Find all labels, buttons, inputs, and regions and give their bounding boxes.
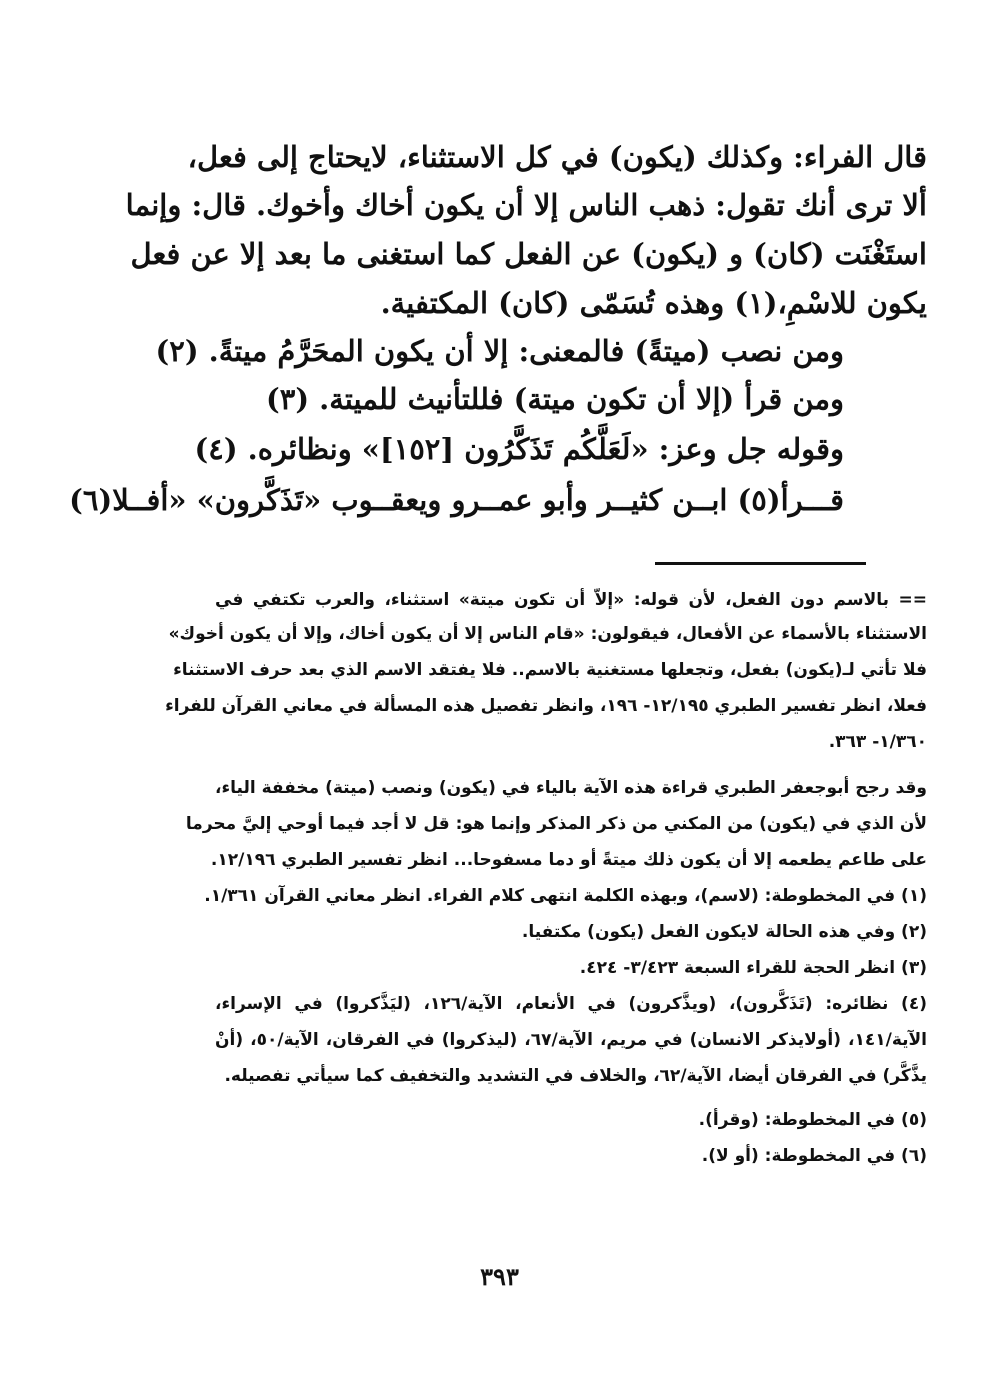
footnote-note-4-cont: الآية/١٤١، (أولايذكر الانسان) في مريم، الآية/٦٧، (ليذكروا) في الفرقان، الآية/٥٠، (أنْ (215, 1030, 928, 1050)
footnote-note-3: (٣) انظر الحجة للقراء السبعة ٣/٤٢٣- ٤٢٤. (579, 958, 927, 978)
footnote-line: الاستثناء بالأسماء عن الأفعال، فيقولون: «قام الناس إلا أن يكون أخاك، وإلا أن يكون أخوك» (168, 624, 927, 644)
page-number: ٣٩٣ (480, 1262, 519, 1291)
footnote-note-4: (٤) نظائره: (تَذَكَّرون)، (ويذَّكرون) في الأنعام، الآية/١٢٦، (ليَذَّكروا) في الإسراء، (215, 994, 927, 1014)
main-text-line: ومن نصب (ميتةً) فالمعنى: إلا أن يكون المحَرَّمُ ميتةً. (٢) (155, 334, 844, 368)
main-text-line: ومن قرأ (إلا أن تكون ميتة) فللتأنيث للميتة. (٣) (266, 382, 844, 416)
footnote-note-1: (١) في المخطوطة: (لاسم)، وبهذه الكلمة انتهى كلام الفراء. انظر معاني القرآن ١/٣٦١. (204, 886, 927, 906)
main-text-line: ألا ترى أنك تقول: ذهب الناس إلا أن يكون أخاك وأخوك. قال: وإنما (125, 188, 927, 222)
footnote-note-4-cont: يذَّكَّر) في الفرقان أيضا، الآية/٦٢، والخلاف في التشديد والتخفيف كما سيأتي تفصيله. (224, 1066, 927, 1086)
footnote-line: ١/٣٦٠- ٣٦٣. (828, 732, 927, 752)
main-text-line: قـــرأ(٥) ابــن كثيــر وأبو عمــرو ويعقــوب «تَذَكَّرون» «أفــلا(٦) (69, 483, 844, 517)
footnote-note-6: (٦) في المخطوطة: (أو لا). (701, 1146, 927, 1166)
footnote-line: على طاعم يطعمه إلا أن يكون ذلك ميتةً أو دما مسفوحا... انظر تفسير الطبري ١٢/١٩٦. (210, 850, 927, 870)
main-text-line: وقوله جل وعز: «لَعَلَّكُم تَذَكَّرُون [١٥٢]» ونظائره. (٤) (194, 432, 844, 466)
footnote-line: لأن الذي في (يكون) من المكني من ذكر المذكر وإنما هو: قل لا أجد فيما أوحي إليَّ محرما (185, 814, 927, 834)
footnote-note-2: (٢) وفي هذه الحالة لايكون الفعل (يكون) مكتفيا. (521, 922, 927, 942)
footnote-line: == بالاسم دون الفعل، لأن قوله: «إلاّ أن تكون ميتة» استثناء، والعرب تكتفي في (215, 590, 927, 610)
main-text-line: يكون للاسْمِ،(١) وهذه تُسَمّى (كان) المكتفية. (380, 286, 927, 320)
footnote-note-5: (٥) في المخطوطة: (وقرأ). (698, 1110, 927, 1130)
footnote-divider (655, 562, 866, 565)
main-text-line: استَغْنَت (كان) و (يكون) عن الفعل كما استغنى ما بعد إلا عن فعل (130, 237, 927, 271)
footnote-line: فعلا، انظر تفسير الطبري ١٢/١٩٥- ١٩٦، وانظر تفصيل هذه المسألة في معاني القرآن للفراء (165, 696, 927, 716)
main-text-line: قال الفراء: وكذلك (يكون) في كل الاستثناء، لايحتاج إلى فعل، (187, 140, 927, 174)
footnote-line: فلا تأتي لـ(يكون) بفعل، وتجعلها مستغنية بالاسم.. فلا يفتقد الاسم الذي بعد حرف الاستثناء (173, 660, 927, 680)
footnote-line: وقد رجح أبوجعفر الطبري قراءة هذه الآية بالياء في (يكون) ونصب (ميتة) مخففة الياء، (215, 778, 927, 798)
